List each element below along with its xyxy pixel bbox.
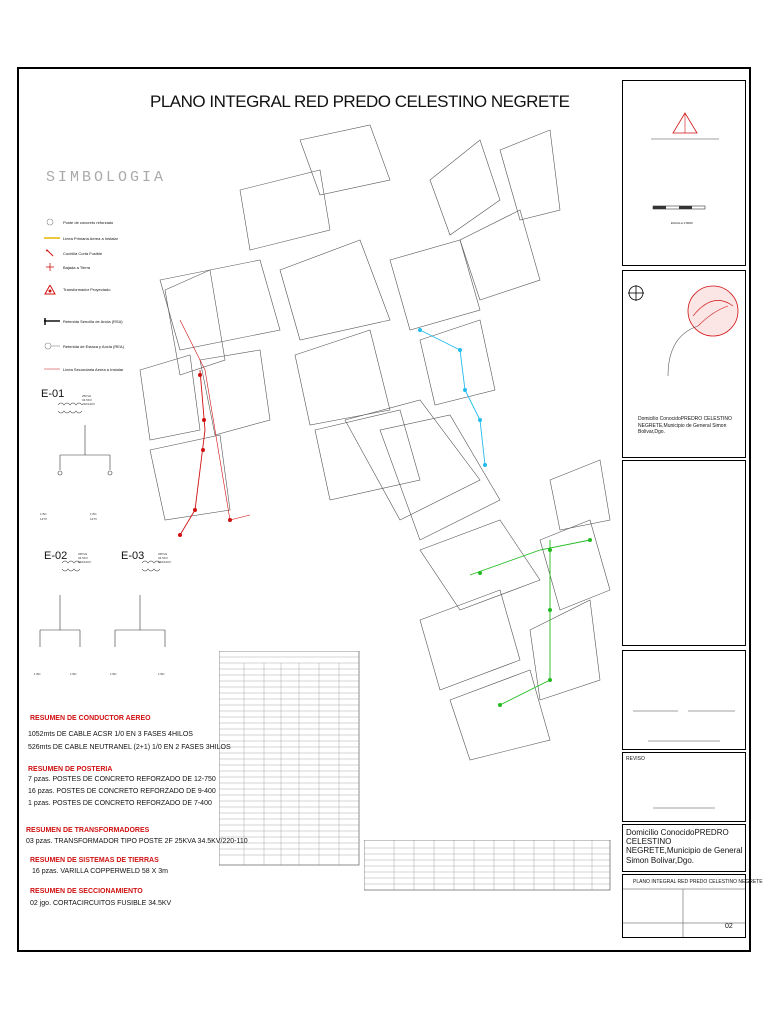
summary-conductor-line-1: 1052mts DE CABLE ACSR 1/0 EN 3 FASES 4HILOS (28, 731, 193, 738)
primary-line-red (180, 370, 205, 535)
property-lots (140, 125, 610, 760)
secondary-line-icon (44, 365, 60, 373)
legend-title: SIMBOLOGIA (46, 169, 167, 186)
calculation-table (364, 840, 612, 892)
fuse-cutout-icon (44, 249, 60, 257)
summary-posteria-line-1: 7 pzas. POSTES DE CONCRETO REFORZADO DE 12-750 (28, 776, 216, 783)
svg-text:240/120V: 240/120V (78, 560, 91, 564)
summary-posteria-line-3: 1 pzas. POSTES DE CONCRETO REFORZADO DE 7-400 (28, 800, 212, 807)
green-line-2 (470, 540, 590, 575)
legend-item-stake: Retenida de Estaca y Ancla (REA) (44, 342, 124, 350)
summary-transformadores-line-1: 03 pzas. TRANSFORMADOR TIPO POSTE 2F 25KVA 34.5KV/220-110 (26, 838, 248, 845)
red-poles (178, 373, 232, 537)
primary-line-red-2 (180, 320, 250, 520)
address-panel (622, 824, 746, 872)
location-panel (622, 270, 746, 458)
stake-anchor-icon (44, 342, 60, 350)
cyan-poles (418, 328, 487, 467)
location-address: Domicilio ConocidoPREDRO CELESTINO NEGRETE,Municipio de General Simon Bolivar,Dgo. (638, 416, 732, 435)
summary-posteria-heading: RESUMEN DE POSTERIA (28, 766, 113, 773)
green-poles (478, 538, 592, 707)
svg-text:1 BC: 1 BC (70, 672, 77, 676)
legend-item-secondary-line: Linea Secundaria Aerea a Instalar (44, 365, 123, 373)
revision-panel (622, 752, 746, 822)
svg-text:25KVA: 25KVA (78, 552, 88, 556)
sheet-title: PLANO INTEGRAL RED PREDO CELESTINO NEGRETE (633, 879, 763, 885)
sheet-number: 02 (725, 923, 733, 930)
legend-item-primary-line: Linea Primaria Aerea a Instalar (44, 234, 118, 242)
svg-text:1 BC: 1 BC (34, 672, 41, 676)
summary-posteria-line-2: 16 pzas. POSTES DE CONCRETO REFORZADO DE 9-400 (28, 788, 216, 795)
legend-item-fuse: Cuchilla Corta Fusible (44, 249, 102, 257)
scale-panel (622, 80, 746, 266)
svg-text:34.5KV: 34.5KV (158, 556, 168, 560)
svg-text:1 BC: 1 BC (110, 672, 117, 676)
svg-text:127V: 127V (40, 517, 48, 521)
legend-item-guy: Retenida Sencilla de Ancla (RSA) (44, 317, 123, 325)
transformer-e02-label: E-02 (44, 550, 68, 562)
scale-label: ESCALA 1:5000 (671, 221, 693, 225)
plan-title: PLANO INTEGRAL RED PREDO CELESTINO NEGRETE (150, 92, 570, 111)
title-block (622, 874, 763, 938)
notes-panel (622, 460, 746, 646)
transformer-e01-label: E-01 (41, 388, 65, 400)
ground-icon (44, 263, 60, 271)
network-map (120, 120, 620, 770)
address-large: Domicilio ConocidoPREDRO CELESTINO NEGRETE,Municipio de General Simon Bolivar,Dgo. (626, 828, 743, 865)
green-line (500, 540, 550, 705)
summary-seccionamiento-heading: RESUMEN DE SECCIONAMIENTO (30, 888, 143, 895)
transformer-icon (44, 285, 60, 293)
signature-panel (622, 650, 746, 750)
svg-text:25KVA: 25KVA (82, 394, 92, 398)
legend-item-pole: Poste de concreto reforzado (44, 218, 113, 226)
svg-text:1 BC: 1 BC (90, 512, 97, 516)
legend-item-transformer: Transformador Proyectado (44, 285, 110, 293)
svg-text:1 BC: 1 BC (158, 672, 165, 676)
svg-text:127V: 127V (90, 517, 98, 521)
guy-anchor-icon (44, 317, 60, 325)
svg-text:25KVA: 25KVA (158, 552, 168, 556)
primary-line-icon (44, 234, 60, 242)
svg-text:34.5KV: 34.5KV (82, 398, 92, 402)
transformer-e01-diagram (40, 394, 112, 521)
transformer-e02-diagram (34, 552, 91, 676)
svg-text:240/120V: 240/120V (158, 560, 171, 564)
cyan-line (420, 330, 485, 465)
summary-transformadores-heading: RESUMEN DE TRANSFORMADORES (26, 827, 150, 834)
revision-label: REVISO (626, 756, 645, 762)
summary-conductor-line-2: 526mts DE CABLE NEUTRANEL (2+1) 1/0 EN 2 FASES 3HILOS (28, 744, 231, 751)
transformer-e03-label: E-03 (121, 550, 145, 562)
device-table (219, 651, 361, 867)
summary-tierras-heading: RESUMEN DE SISTEMAS DE TIERRAS (30, 857, 159, 864)
summary-conductor-heading: RESUMEN DE CONDUCTOR AEREO (30, 715, 151, 722)
summary-tierras-line-1: 16 pzas. VARILLA COPPERWELD 58 X 3m (32, 868, 168, 875)
svg-text:1 BC: 1 BC (40, 512, 47, 516)
pole-icon (44, 218, 60, 226)
svg-text:240/120V: 240/120V (82, 402, 95, 406)
summary-seccionamiento-line-1: 02 jgo. CORTACIRCUITOS FUSIBLE 34.5KV (30, 900, 172, 907)
svg-text:34.5KV: 34.5KV (78, 556, 88, 560)
north-scale-graphic (623, 81, 745, 265)
legend-item-ground: Bajada a Tierra (44, 263, 90, 271)
